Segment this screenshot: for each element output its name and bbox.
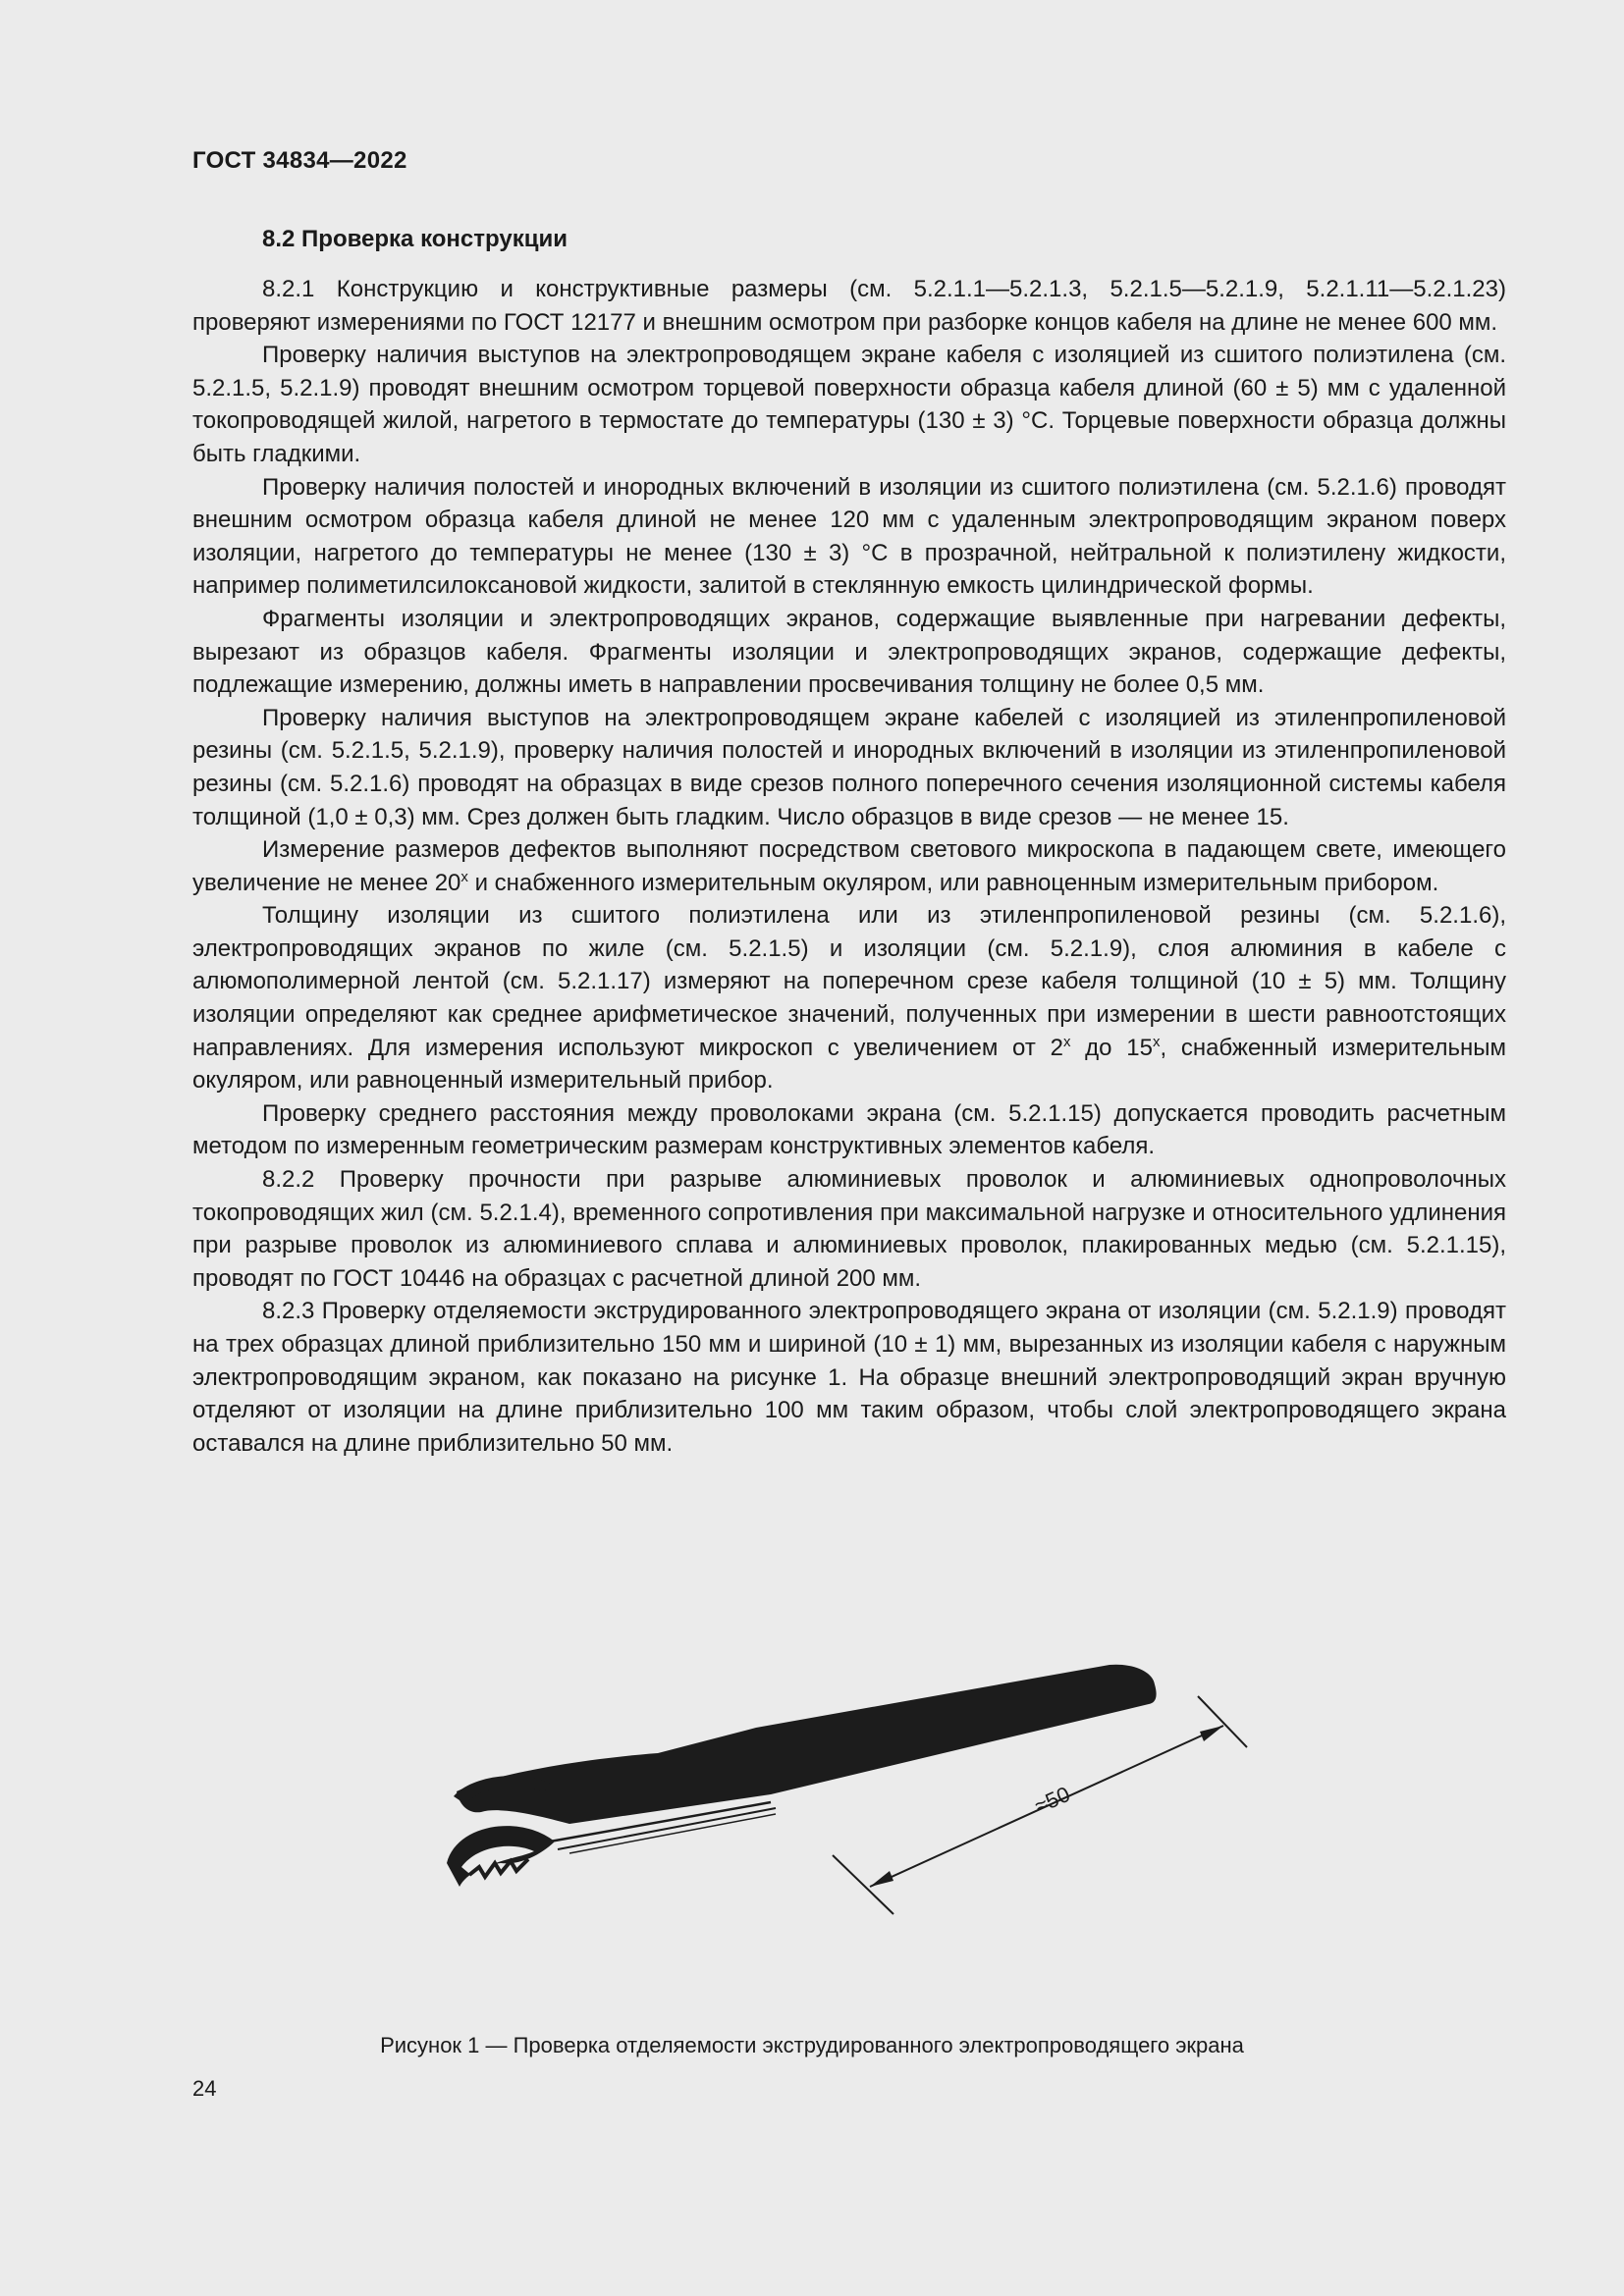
arrowhead-left (870, 1871, 893, 1887)
text-segment: и снабженного измерительным окуляром, или равноценным измерительным прибором. (467, 869, 1439, 896)
text-segment: , снабженный измерительным окуляром, или равноценный измерительный прибор. (192, 1034, 1506, 1095)
paragraph-epr-checks: Проверку наличия выступов на электропроводящем экране кабелей с изоляцией из этиленпропиленовой резины (см. 5.2.1.5, 5.2.1.9), проверку наличия полостей и инородных включений в изоляции из этиленпропиленовой резины (см. 5.2.1.6) проводят на образцах в виде срезов полного поперечного сечения изоляционной системы кабеля толщиной (1,0 ± 0,3) мм. Срез должен быть гладким. Число образцов в виде срезов — не менее 15. (192, 704, 1506, 830)
arrowhead-right (1200, 1726, 1223, 1741)
figure-1 (432, 1649, 1276, 2002)
section-title: 8.2 Проверка конструкции (262, 226, 568, 252)
paragraph-xlpe-protrusions: Проверку наличия выступов на электропроводящем экране кабеля с изоляцией из сшитого полиэтилена (см. 5.2.1.5, 5.2.1.9) проводят внешним осмотром торцевой поверхности образца кабеля длиной (60 ± 5) мм с удаленной токопроводящей жилой, нагретого в термостате до температуры (130 ± 3) °С. Торцевые поверхности образца должны быть гладкими. (192, 342, 1506, 467)
document-header: ГОСТ 34834—2022 (192, 147, 407, 174)
page-number: 24 (192, 2076, 217, 2101)
paragraph-xlpe-voids: Проверку наличия полостей и инородных включений в изоляции из сшитого полиэтилена (см. 5.2.1.6) проводят внешним осмотром образца кабеля длиной не менее 120 мм с удаленным электропроводящим экраном поверх изоляции, нагретого до температуры не менее (130 ± 3) °С в прозрачной, нейтральной к полиэтилену жидкости, например полиметилсилоксановой жидкости, залитой в стеклянную емкость цилиндрической формы. (192, 473, 1506, 600)
superscript: х (460, 868, 468, 885)
figure-1-drawing (432, 1649, 1276, 2002)
paragraph-8-2-1: 8.2.1 Конструкцию и конструктивные размеры (см. 5.2.1.1—5.2.1.3, 5.2.1.5—5.2.1.9, 5.2.1.11—5.2.1.23) проверяют измерениями по ГОСТ 12177 и внешним осмотром при разборке концов кабеля на длине не менее 600 мм. (192, 276, 1506, 336)
text-segment: Измерение размеров дефектов выполняют посредством светового микроскопа в падающем свете, имеющего увеличение не менее 20 (192, 836, 1506, 896)
superscript: х (1152, 1033, 1161, 1050)
text-segment: до 15 (1070, 1034, 1153, 1061)
extension-line-left (833, 1855, 893, 1914)
text-segment: Толщину изоляции из сшитого полиэтилена или из этиленпропиленовой резины (см. 5.2.1.6), электропроводящих экранов по жиле (см. 5.2.1.5) и изоляции (см. 5.2.1.9), слоя алюминия в кабеле с алюмополимерной лентой (см. 5.2.1.17) измеряют на поперечном срезе кабеля толщиной (10 ± 5) мм. Толщину изоляции определяют как среднее арифметическое значений, полученных при измерении в шести равноотстоящих направлениях. Для измерения используют микроскоп с увеличением от 2 (192, 902, 1506, 1061)
paragraph-microscope (192, 833, 1506, 899)
paragraph-thickness (192, 899, 1506, 1097)
paragraph-fragments: Фрагменты изоляции и электропроводящих экранов, содержащие выявленные при нагревании дефекты, вырезают из образцов кабеля. Фрагменты изоляции и электропроводящих экранов, содержащие дефекты, подлежащие измерению, должны иметь в направлении просвечивания толщину не более 0,5 мм. (192, 605, 1506, 699)
body-text (192, 273, 1506, 1460)
paragraph-wire-spacing: Проверку среднего расстояния между проволоками экрана (см. 5.2.1.15) допускается проводить расчетным методом по измеренным геометрическим размерам конструктивных элементов кабеля. (192, 1099, 1506, 1160)
paragraph-8-2-2: 8.2.2 Проверку прочности при разрыве алюминиевых проволок и алюминиевых однопроволочных токопроводящих жил (см. 5.2.1.4), временного сопротивления при максимальной нагрузке и относительного удлинения при разрыве проволок из алюминиевого сплава и алюминиевых проволок, плакированных медью (см. 5.2.1.15), проводят по ГОСТ 10446 на образцах с расчетной длиной 200 мм. (192, 1166, 1506, 1292)
superscript: х (1062, 1033, 1071, 1050)
paragraph-8-2-3: 8.2.3 Проверку отделяемости экструдированного электропроводящего экрана от изоляции (см. 5.2.1.9) проводят на трех образцах длиной приблизительно 150 мм и шириной (10 ± 1) мм, вырезанных из изоляции кабеля с наружным электропроводящим экраном, как показано на рисунке 1. На образце внешний электропроводящий экран вручную отделяют от изоляции на длине приблизительно 100 мм таким образом, чтобы слой электропроводящего экрана оставался на длине приблизительно 50 мм. (192, 1298, 1506, 1457)
dimension-label: ≈50 (1030, 1781, 1074, 1819)
figure-caption: Рисунок 1 — Проверка отделяемости экструдированного электропроводящего экрана (380, 2033, 1244, 2057)
